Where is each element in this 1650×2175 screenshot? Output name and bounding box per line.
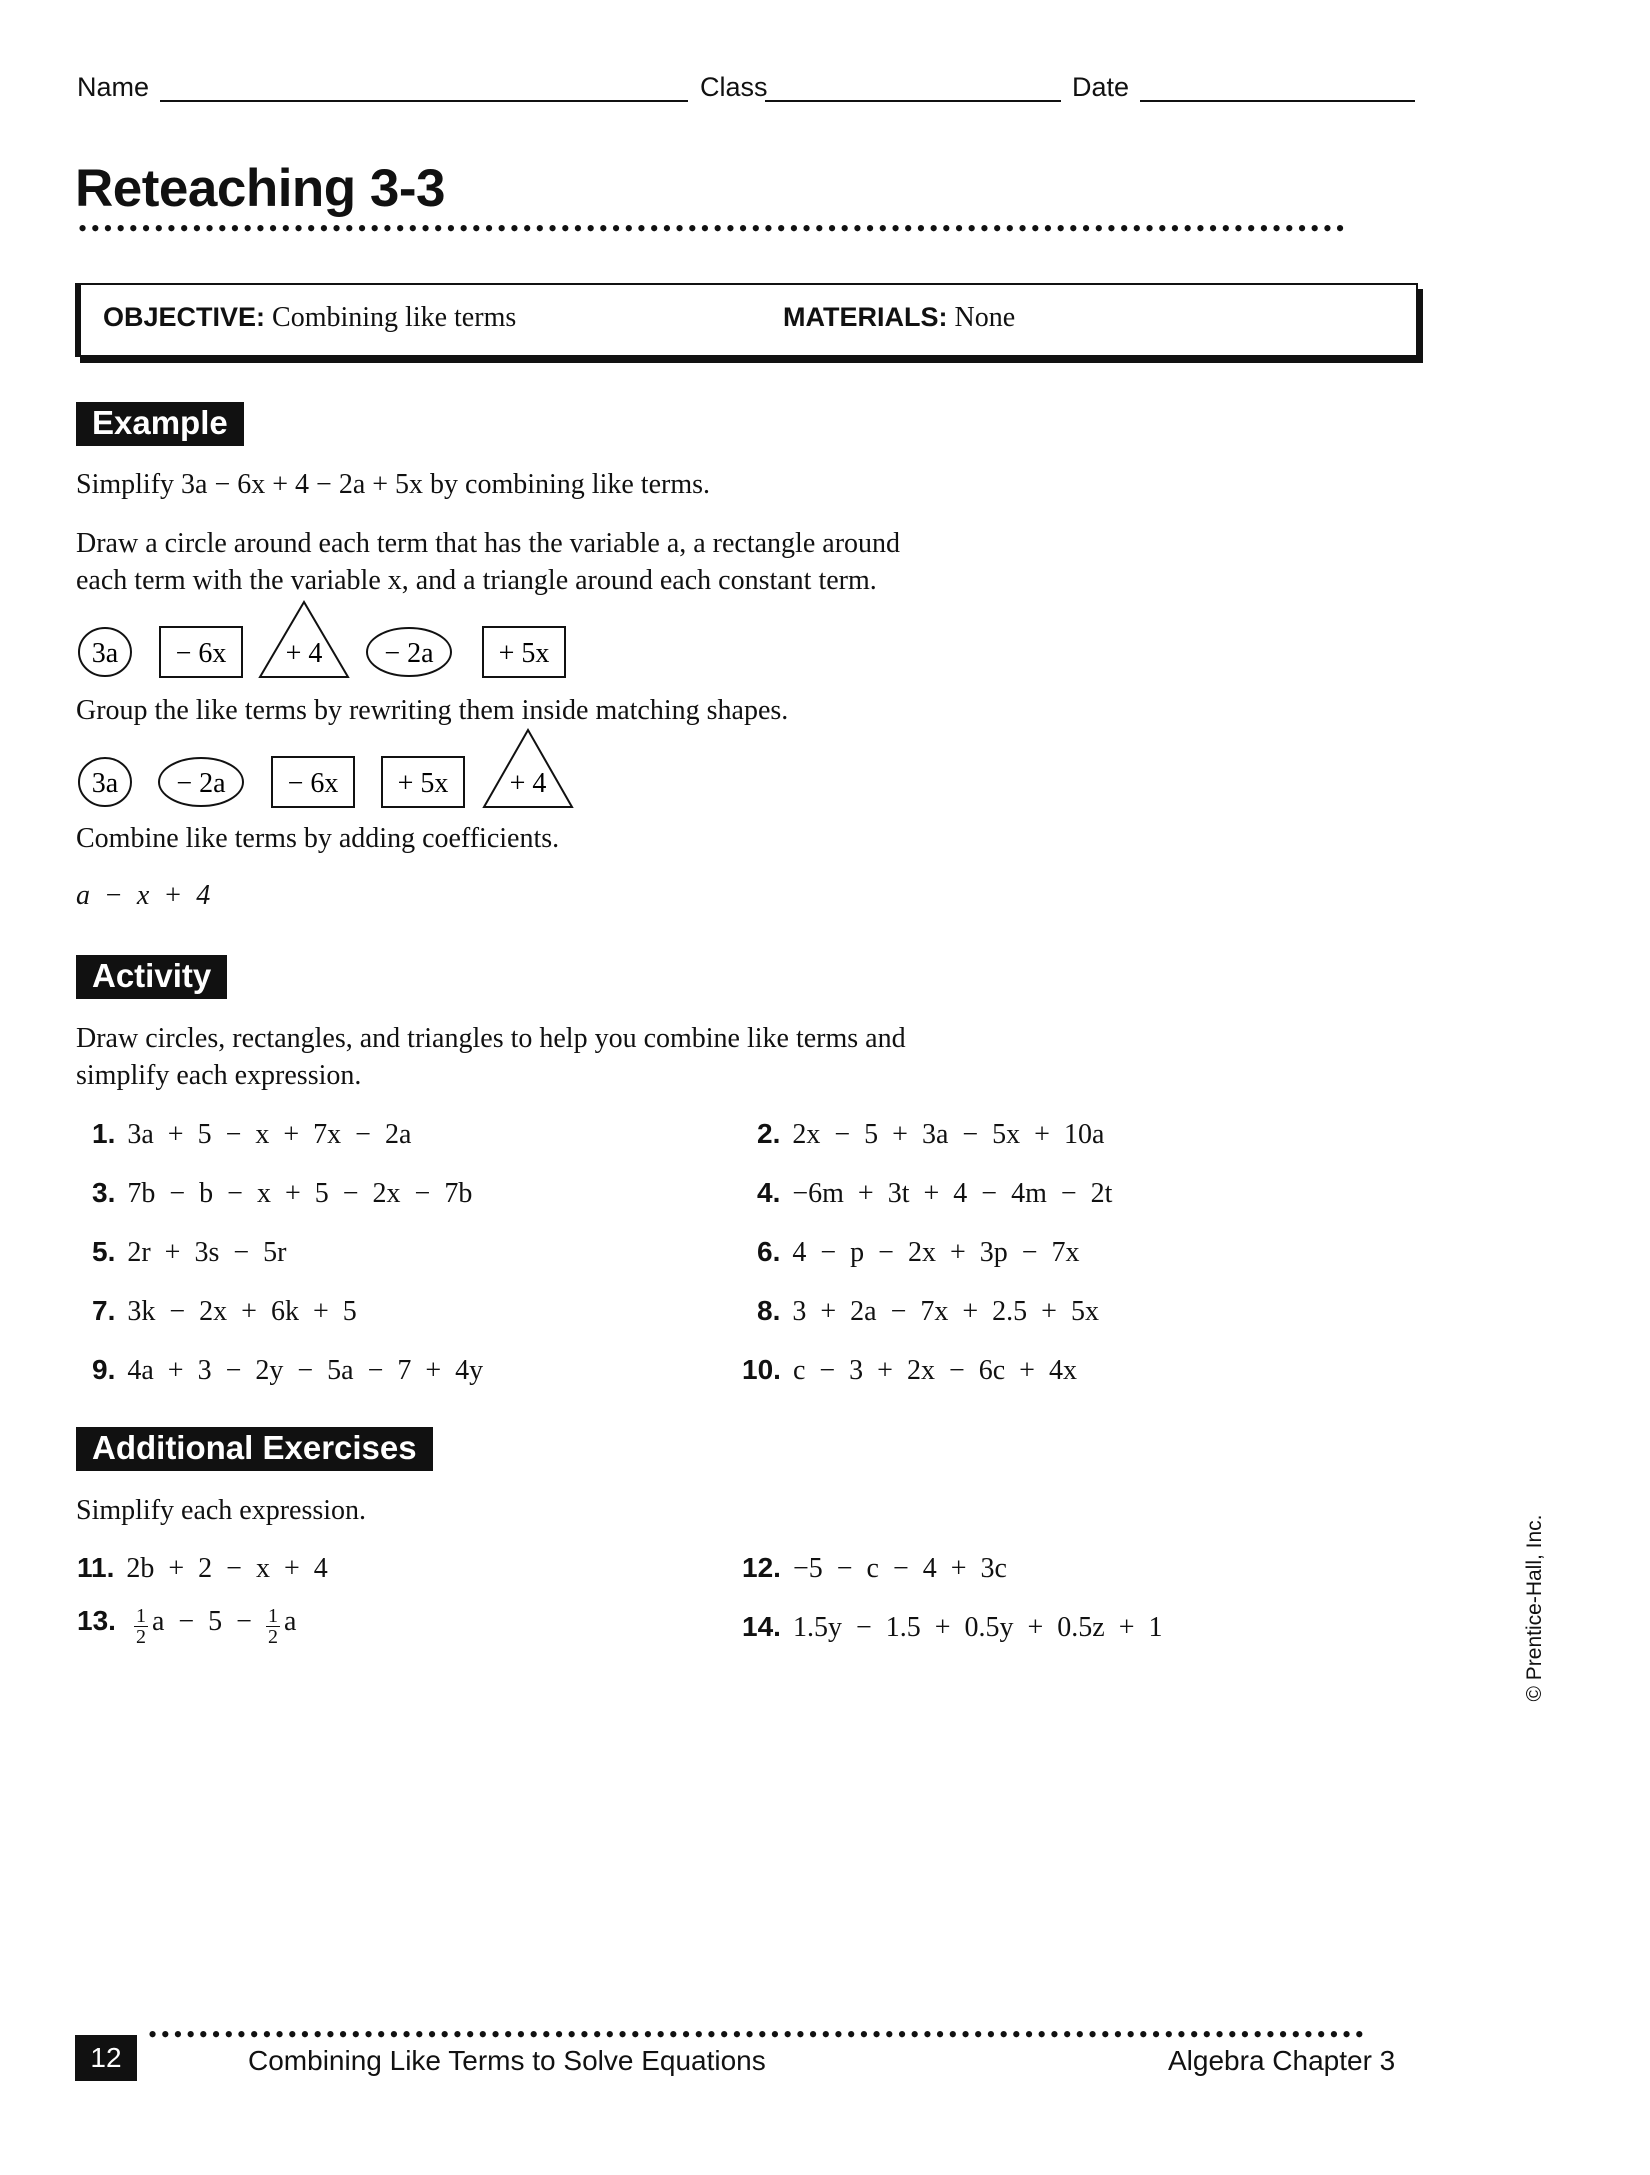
fraction-denominator: 2 [135,1625,146,1648]
problem-number: 14. [742,1611,781,1642]
fraction-denominator: 2 [267,1625,278,1648]
problem-number: 3. [92,1177,116,1208]
problem-10 [742,1354,1077,1387]
problem-2 [757,1118,1104,1151]
problem-number: 8. [757,1295,781,1326]
page-title: Reteaching 3-3 [75,159,446,218]
problem-number: 11. [77,1552,115,1583]
term-a1: 3a [91,638,119,669]
footer-title-right: Algebra Chapter 3 [1168,2045,1396,2076]
additional-intro: Simplify each expression. [76,1495,367,1526]
problem-expression: 4a + 3 − 2y − 5a − 7 + 4y [127,1355,484,1386]
term-x1: − 6x [175,638,227,669]
problem-number: 4. [757,1177,781,1208]
materials-text: None [954,302,1016,333]
problem-expression: 3k − 2x + 6k + 5 [127,1296,357,1327]
problem-number: 5. [92,1236,116,1267]
example-instruction: Simplify 3a − 6x + 4 − 2a + 5x by combining like terms. [76,469,710,500]
fraction-numerator: 1 [267,1604,278,1627]
title-dotted-rule: •••••••••••••••••••••••••••••••••••••••••••••••••••••••••••••••••••••••••••••••••••••••••••••••••••• [78,214,1349,243]
problem-1 [92,1118,411,1151]
shapes-row-2 [76,728,596,810]
fraction-one-half [134,1606,148,1647]
problem-expression: 2x − 5 + 3a − 5x + 10a [792,1119,1105,1150]
problem-11 [77,1552,328,1585]
problem-12 [742,1552,1007,1585]
example-directions-1: Draw a circle around each term that has the variable a, a rectangle around [76,528,901,559]
footer-dotted-rule: •••••••••••••••••••••••••••••••••••••••••••••••••••••••••••••••••••••••••••••••••••••••••••••••• [148,2020,1368,2049]
page-number: 12 [75,2035,137,2081]
problem-9 [92,1354,483,1387]
example-result: a − x + 4 [76,880,211,911]
name-field[interactable] [160,72,688,102]
problem-3 [92,1177,472,1210]
additional-exercises-label: Additional Exercises [76,1427,433,1471]
name-label: Name [77,72,150,102]
fraction-numerator: 1 [135,1604,146,1627]
activity-directions-2: simplify each expression. [76,1060,362,1091]
date-label: Date [1072,72,1130,102]
problem-13 [77,1605,296,1647]
shapes-row-1 [76,600,596,680]
term-c1: + 4 [285,638,323,669]
problem-expression: 4 − p − 2x + 3p − 7x [792,1237,1080,1268]
fraction-one-half [266,1606,280,1647]
problem-number: 13. [77,1605,116,1636]
copyright-notice: © Prentice-Hall, Inc. [1523,1514,1546,1702]
objective-text: Combining like terms [272,302,517,333]
problem-number: 1. [92,1118,116,1149]
objective-box [75,283,1418,357]
class-label: Class [700,72,768,102]
problem-6 [757,1236,1080,1269]
problem-8 [757,1295,1099,1328]
problem-expression: 2b + 2 − x + 4 [126,1553,328,1584]
group-instruction: Group the like terms by rewriting them inside matching shapes. [76,695,789,726]
problem-number: 2. [757,1118,781,1149]
problem-5 [92,1236,287,1269]
problem-expression: a − 5 − [151,1606,266,1637]
problem-4 [757,1177,1112,1210]
term-a2: − 2a [384,638,434,669]
problem-expression: a [283,1606,297,1637]
materials-label: MATERIALS: [783,302,948,332]
problem-number: 10. [742,1354,781,1385]
problem-expression: 3a + 5 − x + 7x − 2a [127,1119,412,1150]
term-a2: − 2a [176,768,226,799]
problem-expression: 1.5y − 1.5 + 0.5y + 0.5z + 1 [792,1612,1163,1643]
problem-7 [92,1295,357,1328]
term-a1: 3a [91,768,119,799]
activity-directions-1: Draw circles, rectangles, and triangles to help you combine like terms and [76,1023,906,1054]
problem-number: 12. [742,1552,781,1583]
problem-expression: 7b − b − x + 5 − 2x − 7b [127,1178,473,1209]
problem-expression: −6m + 3t + 4 − 4m − 2t [792,1178,1113,1209]
problem-number: 6. [757,1236,781,1267]
term-c1: + 4 [509,768,547,799]
class-field[interactable] [765,72,1061,102]
problem-expression: −5 − c − 4 + 3c [792,1553,1007,1584]
example-directions-2: each term with the variable x, and a triangle around each constant term. [76,565,877,596]
activity-label: Activity [76,955,227,999]
term-x2: + 5x [498,638,550,669]
problem-number: 7. [92,1295,116,1326]
objective-label: OBJECTIVE: [103,302,266,332]
problem-14 [742,1611,1163,1644]
footer-title-left: Combining Like Terms to Solve Equations [248,2045,766,2076]
term-x1: − 6x [287,768,339,799]
example-label: Example [76,402,244,446]
term-x2: + 5x [397,768,449,799]
combine-instruction: Combine like terms by adding coefficients. [76,823,560,854]
problem-expression: c − 3 + 2x − 6c + 4x [792,1355,1077,1386]
date-field[interactable] [1140,72,1415,102]
copyright-container [1520,1508,1550,1708]
problem-expression: 2r + 3s − 5r [127,1237,287,1268]
problem-expression: 3 + 2a − 7x + 2.5 + 5x [792,1296,1099,1327]
problem-number: 9. [92,1354,116,1385]
